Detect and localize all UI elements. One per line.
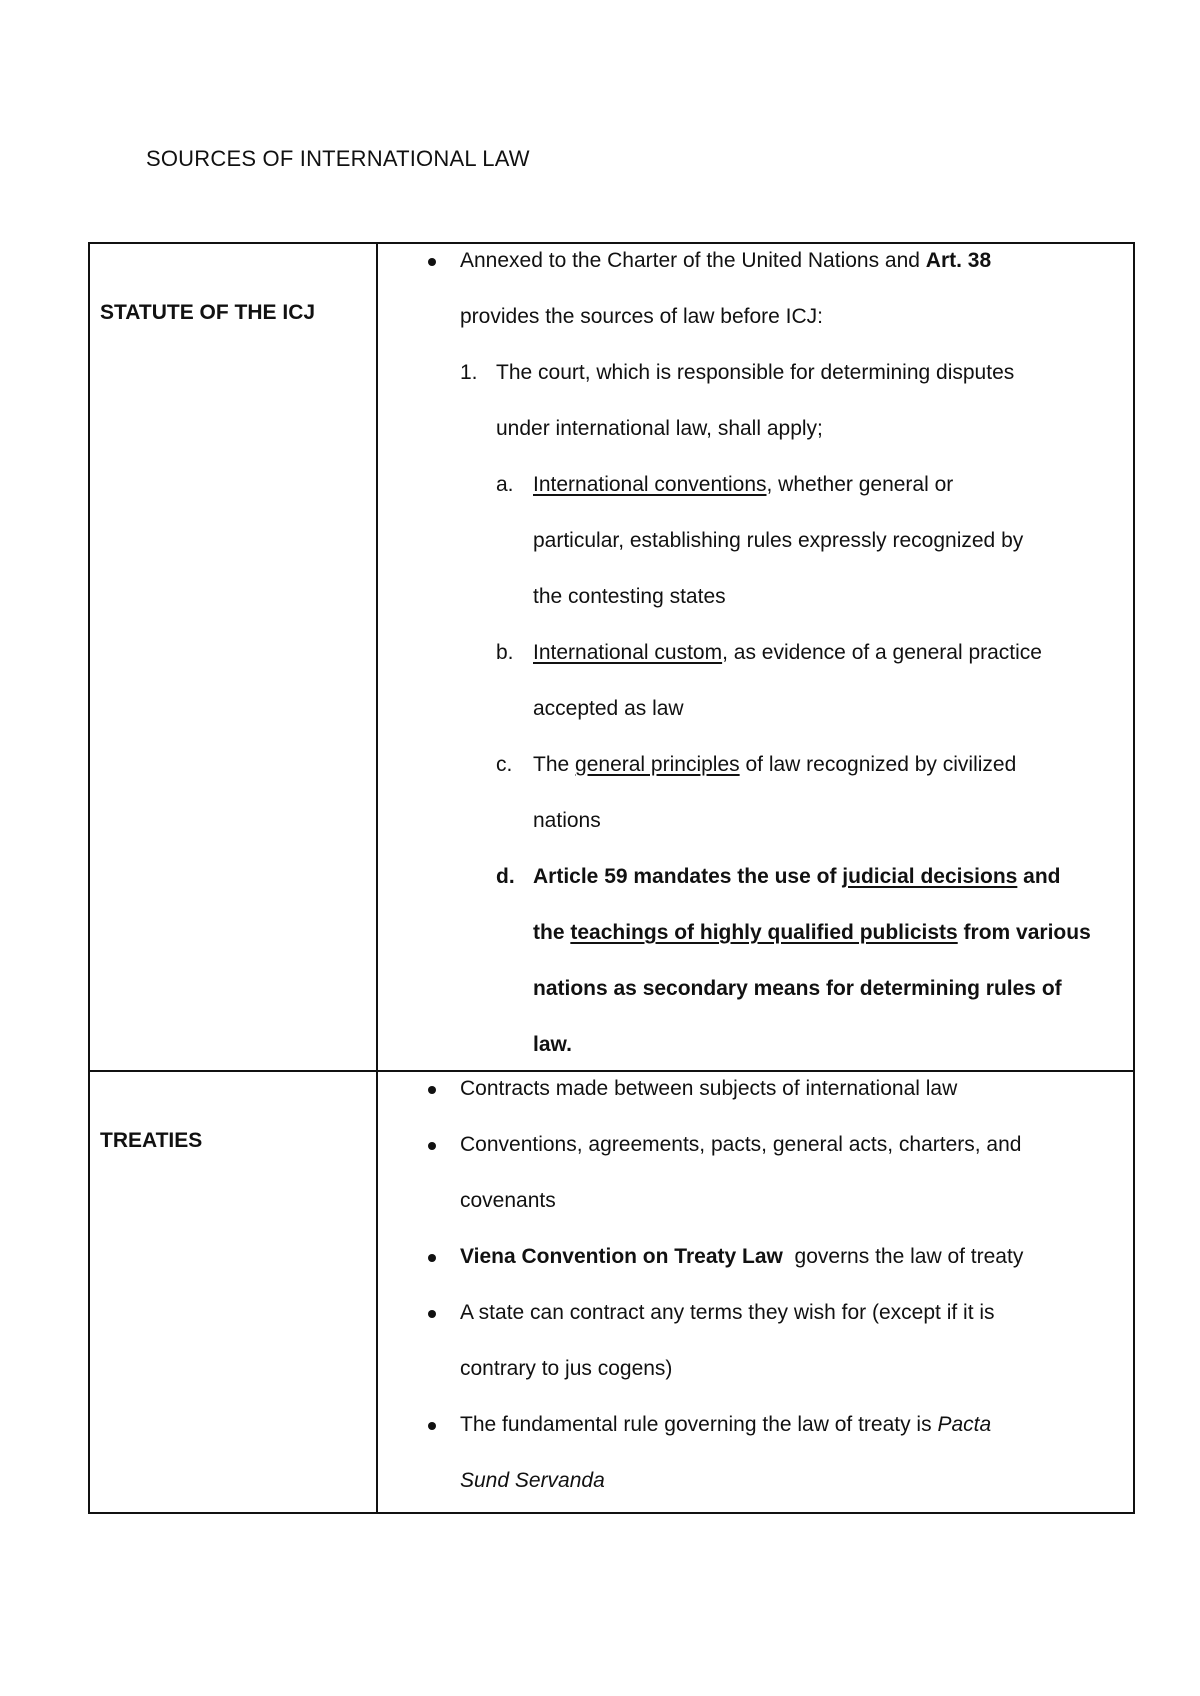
list-item: The fundamental rule governing the law of treaty is Pacta [378, 1410, 1133, 1466]
row-label-treaties: TREATIES [100, 1129, 203, 1152]
bullet-icon [428, 1422, 436, 1430]
list-item-continuation: particular, establishing rules expressly recognized by [533, 529, 1024, 552]
list-marker: d. [496, 865, 515, 888]
row-label-cell [89, 1071, 377, 1513]
row-label-statute: STATUTE OF THE ICJ [100, 301, 316, 324]
bullet-icon [428, 1254, 436, 1262]
table-row-statute [89, 243, 1134, 1071]
list-item: A state can contract any terms they wish for (except if it is [378, 1298, 1133, 1354]
bullet-icon [428, 1310, 436, 1318]
bullet-icon [428, 258, 436, 266]
list-item-continuation: nations as secondary means for determining rules of [533, 977, 1062, 1000]
list-item: Viena Convention on Treaty Law governs the law of treaty [378, 1242, 1133, 1298]
list-marker: c. [496, 753, 513, 776]
list-item-continuation: provides the sources of law before ICJ: [460, 305, 824, 328]
list-item-continuation: law. [533, 1033, 572, 1056]
row-content-cell [377, 1071, 1134, 1513]
list-item: Conventions, agreements, pacts, general acts, charters, and [378, 1130, 1133, 1186]
list-item-continuation: under international law, shall apply; [496, 417, 823, 440]
bullet-icon [428, 1086, 436, 1094]
list-marker: 1. [460, 361, 478, 384]
numbered-item: 1. The court, which is responsible for determining disputes [378, 358, 1133, 414]
sub-item-d: d. Article 59 mandates the use of judicial decisions and [378, 862, 1133, 918]
row-content-cell [377, 243, 1134, 1071]
bullet-icon [428, 1142, 436, 1150]
table-row-treaties [89, 1071, 1134, 1513]
list-item: Contracts made between subjects of international law [378, 1074, 1133, 1130]
sources-table [88, 242, 1135, 1514]
list-item-continuation: the teachings of highly qualified publicists from various [533, 921, 1091, 944]
sub-item-b: b. International custom, as evidence of a general practice [378, 638, 1133, 694]
list-item-continuation: contrary to jus cogens) [460, 1357, 673, 1380]
sub-item-c: c. The general principles of law recognized by civilized [378, 750, 1133, 806]
list-item-continuation: the contesting states [533, 585, 726, 608]
document-title: SOURCES OF INTERNATIONAL LAW [146, 146, 530, 171]
list-item-continuation: covenants [460, 1189, 556, 1212]
row-label-cell [89, 243, 377, 1071]
list-marker: a. [496, 473, 514, 496]
list-item-continuation: nations [533, 809, 601, 832]
sub-item-a: a. International conventions, whether general or [378, 470, 1133, 526]
list-item: Annexed to the Charter of the United Nations and Art. 38 [378, 246, 1133, 302]
list-item-continuation: accepted as law [533, 697, 684, 720]
list-marker: b. [496, 641, 514, 664]
list-item-continuation: Sund Servanda [460, 1469, 605, 1492]
